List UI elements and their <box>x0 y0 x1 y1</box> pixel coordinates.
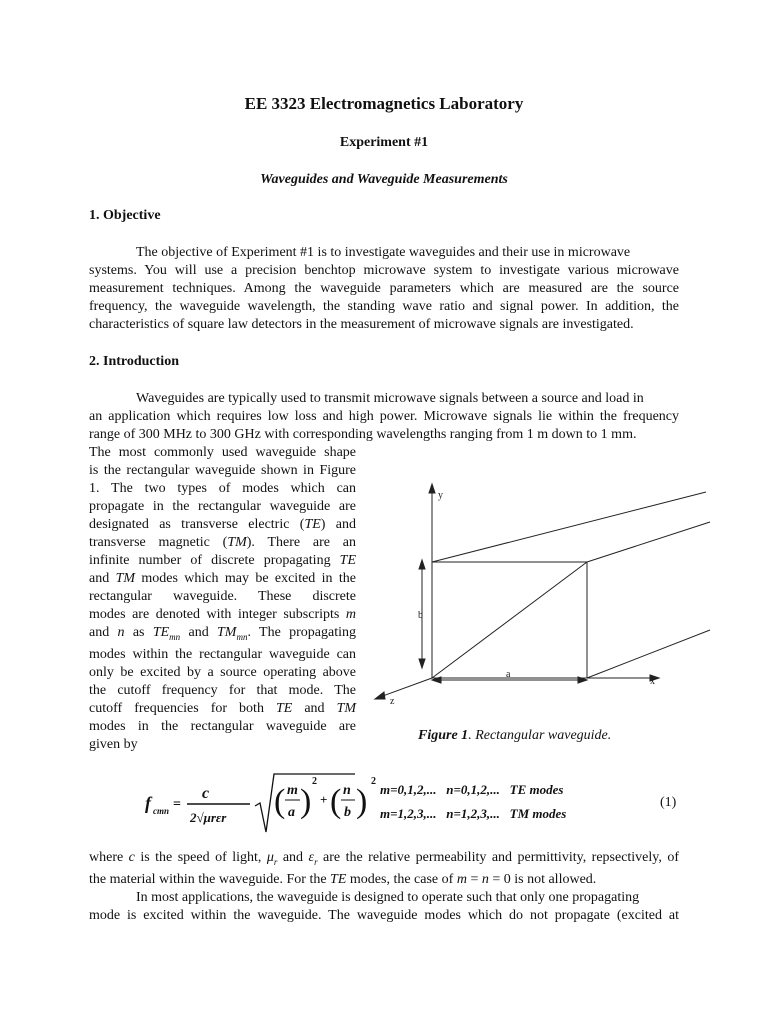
label-y: y <box>438 490 443 501</box>
figure-caption-label: Figure 1 <box>418 728 469 743</box>
introduction-column-text: The most commonly used waveguide shape is the rectangular waveguide shown in Figure 1. The two types of modes which can propagate in the rectangular waveguide are designated as transverse electric (TE) and transverse magnetic (TM). There are an infinite number of discrete propagating TE and TM modes which may be excited in the rectangular waveguide. These discrete modes are denoted with integer subscripts m and n as $TE_{mn}$ and $TM_{mn}$. The propagating modes within the rectangular waveguide can only be excited by a source operating above the cutoff frequency for that mode. The cutoff frequencies for both TE and TM modes in the rectangular waveguide are given by <box>89 445 357 752</box>
after-equation-paragraph <box>89 849 679 925</box>
equation-power-1: 2 <box>312 776 317 787</box>
svg-text:+: + <box>320 792 328 807</box>
waveguide-figure <box>370 480 715 710</box>
objective-paragraph <box>89 244 679 334</box>
b-dimension-bottom-arrow-icon <box>419 659 425 668</box>
figure-caption-text: . Rectangular waveguide. <box>468 728 612 743</box>
text-line: frequency, the waveguide wavelength, the standing wave ratio and signal power. In addition, the <box>89 299 679 314</box>
figure-caption <box>418 728 611 744</box>
label-x: x <box>650 676 655 687</box>
equation-te-range: m=0,1,2,... n=0,1,2,... TE modes <box>380 782 564 797</box>
text-line: the material within the waveguide. For the TE modes, the case of m = n = 0 is not allowed. <box>89 871 597 887</box>
introduction-paragraph <box>89 390 679 444</box>
equation-b: b <box>344 805 351 820</box>
equation-numerator: c <box>202 785 210 802</box>
text-line: where c is the speed of light, $\mu_r$ and $\varepsilon_r$ are the relative permeability and permittivity, repsectively, of <box>89 850 680 867</box>
equation-lhs: f <box>145 793 151 813</box>
introduction-heading: 2. Introduction <box>89 354 179 369</box>
equation-tm-range: m=1,2,3,... n=1,2,3,... TM modes <box>380 806 567 821</box>
experiment-subtitle: Waveguides and Waveguide Measurements <box>260 172 508 187</box>
text-line: characteristics of square law detectors in the measurement of microwave signals are investigated. <box>89 317 634 332</box>
text-line: range of 300 MHz to 300 GHz with corresponding wavelengths ranging from 1 m down to 1 mm. <box>89 427 637 442</box>
svg-text:): ) <box>300 783 312 820</box>
experiment-number: Experiment #1 <box>339 135 429 150</box>
equation-m: m <box>287 783 298 798</box>
waveguide-top-right-edge <box>587 522 710 562</box>
text-line: In most applications, the waveguide is designed to operate such that only one propagating <box>136 889 640 905</box>
svg-text:(: ( <box>330 783 342 820</box>
svg-text:=: = <box>173 797 181 812</box>
equation-power-2: 2 <box>371 776 376 787</box>
label-z: z <box>390 696 395 707</box>
text-line: systems. You will use a precision benchtop microwave system to investigate various microwave <box>89 263 679 278</box>
text-line: measurement techniques. Among the waveguide parameters which are measured are the source <box>89 281 679 296</box>
text-line: an application which requires low loss and high power. Microwave signals lie within the frequency <box>89 409 679 424</box>
waveguide-diagonal <box>432 562 587 678</box>
label-b: b <box>418 610 423 621</box>
cutoff-frequency-equation <box>140 770 620 840</box>
z-axis-line <box>380 678 432 697</box>
svg-text:(: ( <box>274 783 286 820</box>
svg-text:): ) <box>356 783 368 820</box>
equation-n: n <box>343 783 351 798</box>
label-a: a <box>506 669 511 680</box>
equation-number: (1) <box>660 795 677 810</box>
document-title: EE 3323 Electromagnetics Laboratory <box>244 94 524 113</box>
text-line: Waveguides are typically used to transmit microwave signals between a source and load in <box>136 391 644 406</box>
equation-lhs-subscript: cmn <box>153 806 170 816</box>
text-line: mode is excited within the waveguide. The waveguide modes which do not propagate (excited at <box>89 907 679 923</box>
waveguide-bottom-right-edge <box>587 630 710 678</box>
z-axis-arrow-icon <box>375 692 385 699</box>
objective-heading: 1. Objective <box>89 208 161 223</box>
waveguide-top-left-edge <box>432 492 706 562</box>
y-axis-arrow-icon <box>429 484 435 493</box>
text-line: The objective of Experiment #1 is to investigate waveguides and their use in microwave <box>136 245 631 260</box>
equation-denominator: 2√μrεr <box>190 810 227 825</box>
equation-a: a <box>288 805 295 820</box>
b-dimension-top-arrow-icon <box>419 560 425 569</box>
